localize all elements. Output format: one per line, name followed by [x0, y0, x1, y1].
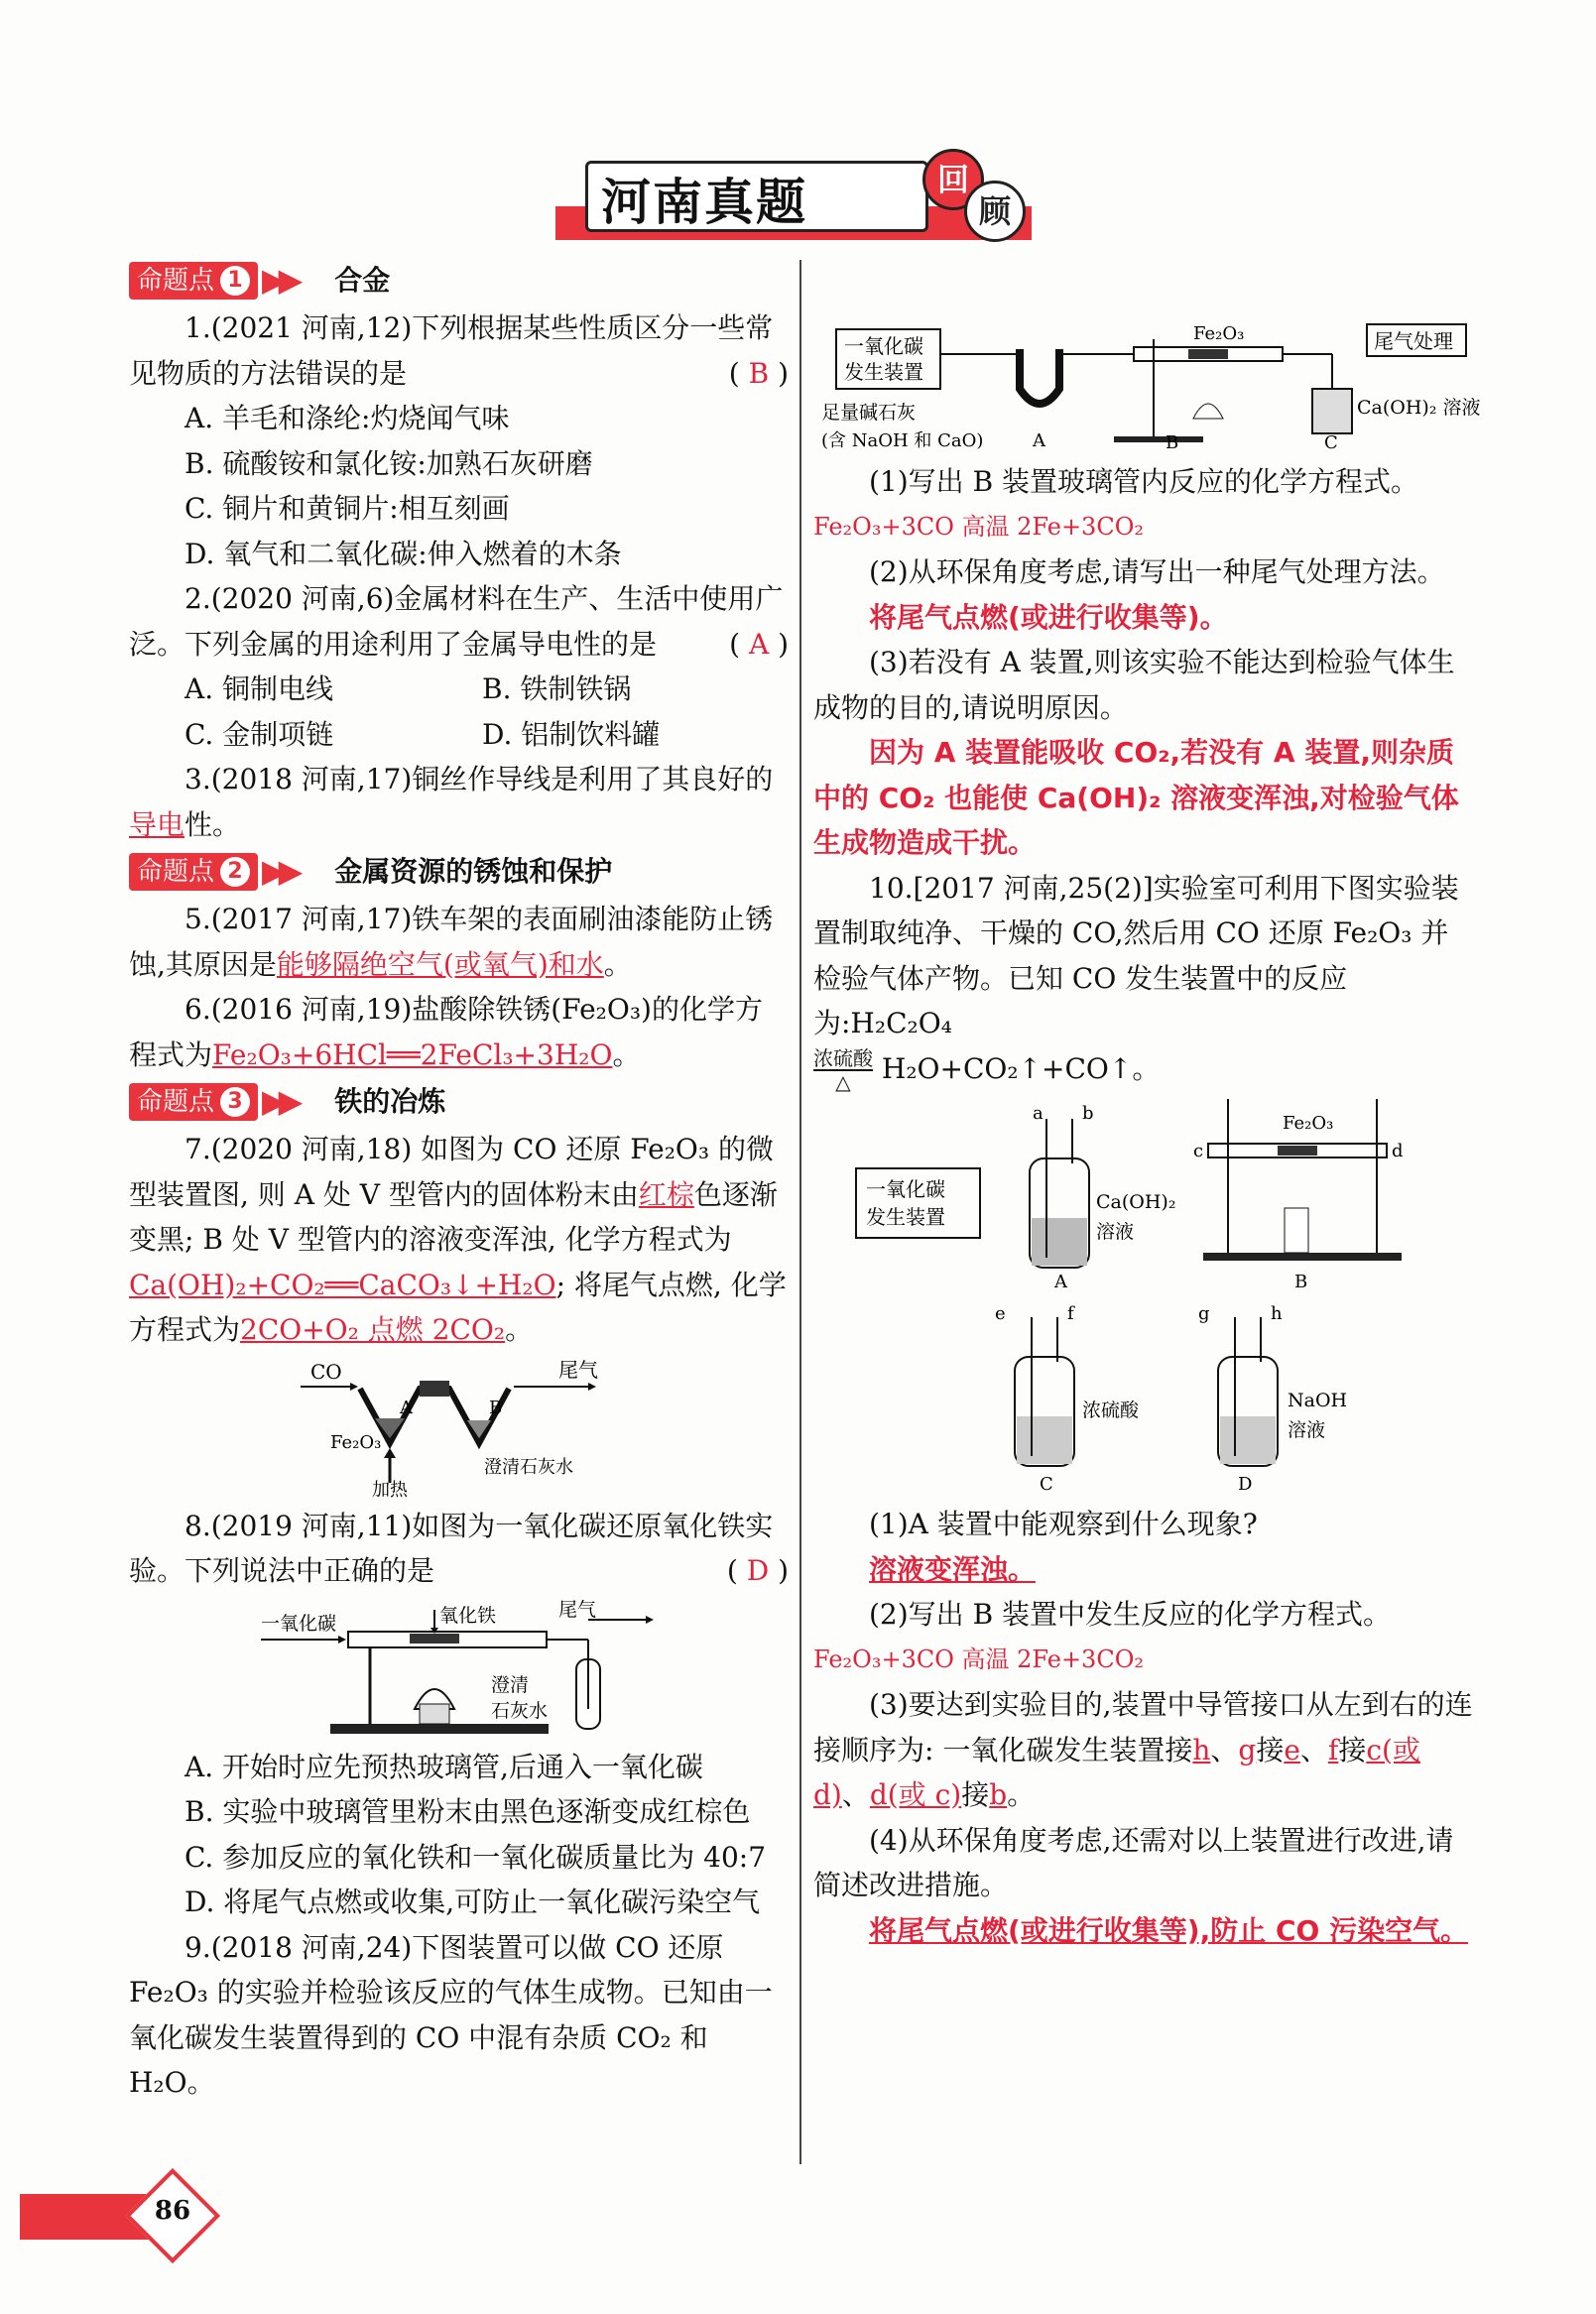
option: C. 铜片和黄铜片:相互刻画 — [184, 492, 510, 525]
question-stem: 10.[2017 河南,25(2)]实验室可利用下图实验装置制取纯净、干燥的 CO,然后用 CO 还原 Fe₂O₃ 并检验气体产物。已知 CO 发生装置中的反应为:H₂C₂O₄ — [813, 871, 1459, 1039]
text: 。 — [505, 1313, 534, 1346]
option: B. 铁制铁锅 — [482, 672, 632, 705]
tag-number: 3 — [220, 1087, 250, 1117]
text: 、 — [841, 1778, 870, 1811]
question-stem: 2.(2020 河南,6)金属材料在生产、生活中使用广泛。下列金属的用途利用了金属导电性的是 — [129, 582, 784, 661]
answer: e — [1284, 1733, 1300, 1766]
sub-question: (4)从环保角度考虑,还需对以上装置进行改进,请简述改进措施。 — [813, 1823, 1454, 1901]
question-2: 2.(2020 河南,6)金属材料在生产、生活中使用广泛。下列金属的用途利用了金属导电性的是 ( A ) — [129, 582, 789, 661]
text: ; 将尾气点燃, 化学方程式为 — [129, 1268, 787, 1346]
tag-label: 命题点 — [137, 857, 215, 887]
condition-top: 浓硫酸 — [813, 1046, 873, 1070]
text: 、 — [1210, 1733, 1239, 1766]
answer: f — [1327, 1733, 1339, 1766]
right-column — [813, 323, 1480, 1953]
option: D. 氧气和二氧化碳:伸入燃着的木条 — [184, 537, 622, 570]
option: D. 铝制饮料罐 — [482, 717, 661, 751]
sub-question: (2)从环保角度考虑,请写出一种尾气处理方法。 — [869, 555, 1445, 588]
sub-question: (3)若没有 A 装置,则该实验不能达到检验气体生成物的目的,请说明原因。 — [813, 646, 1455, 724]
answer: g — [1238, 1733, 1257, 1766]
option: A. 羊毛和涤纶:灼烧闻气味 — [184, 402, 510, 434]
sub-question: (1)A 装置中能观察到什么现象? — [869, 1508, 1258, 1540]
tag-title: 铁的冶炼 — [334, 1085, 446, 1119]
banner-title: 河南真题 — [601, 174, 807, 231]
sub-question-3 — [813, 1682, 1473, 1818]
section-tag-1 — [129, 260, 789, 302]
question-8: 8.(2019 河南,11)如图为一氧化碳还原氧化铁实验。下列说法中正确的是 ( D ) — [129, 1509, 789, 1587]
column-divider — [799, 260, 801, 2164]
answer: D — [746, 1554, 770, 1587]
fig-label: 加热 — [371, 1479, 408, 1501]
question-5 — [129, 897, 789, 987]
answer: Fe₂O₃+6HCl══2FeCl₃+3H₂O — [212, 1037, 613, 1071]
question-10 — [813, 866, 1473, 1046]
question-stem: 6.(2016 河南,19)盐酸除铁锈(Fe₂O₃)的化学方程式为 — [129, 993, 763, 1071]
tag-number: 1 — [220, 266, 250, 296]
fig-label: 发生装置 — [843, 360, 923, 384]
double-arrow-icon: ▶▶ — [262, 852, 296, 891]
fig-label: A — [1032, 430, 1045, 451]
fig-label: 尾气 — [557, 1598, 596, 1621]
answer: b — [989, 1778, 1008, 1811]
fig-label: Fe₂O₃ — [329, 1431, 381, 1453]
answer: 因为 A 装置能吸收 CO₂,若没有 A 装置,则杂质中的 CO₂ 也能使 Ca(OH)₂ 溶液变浑浊,对检验气体生成物造成干扰。 — [813, 736, 1459, 859]
page-footer — [0, 2182, 248, 2252]
question-stem: 8.(2019 河南,11)如图为一氧化碳还原氧化铁实验。下列说法中正确的是 — [129, 1509, 774, 1587]
fig-label: 足量碱石灰 — [820, 402, 916, 424]
fig-label: (含 NaOH 和 CaO) — [820, 430, 983, 451]
answer: 能够隔绝空气(或氧气)和水 — [276, 947, 604, 981]
figure-apparatus-10 — [836, 1099, 1451, 1496]
text: (3)要达到实验目的,装置中导管接口从左到右的连接顺序为: 一氧化碳发生装置接 — [813, 1688, 1473, 1766]
fig-label: 一氧化碳 — [843, 334, 923, 358]
tag-label: 命题点 — [137, 266, 215, 296]
answer: 导电 — [129, 807, 185, 841]
question-3 — [129, 757, 789, 847]
sub-question: (1)写出 B 装置玻璃管内反应的化学方程式。 — [869, 465, 1419, 498]
answer: d(或 c) — [869, 1778, 962, 1811]
answer: Fe₂O₃+3CO 高温 2Fe+3CO₂ — [813, 512, 1144, 541]
fig-label: g — [1197, 1303, 1210, 1324]
question-7 — [129, 1127, 789, 1353]
fig-label: d — [1391, 1141, 1404, 1161]
banner-circle-1: 回 — [922, 149, 984, 210]
fig-label: 石灰水 — [490, 1699, 548, 1722]
option: B. 硫酸铵和氯化铵:加熟石灰研磨 — [184, 446, 593, 480]
text: H₂O+CO₂↑+CO↑。 — [881, 1051, 1161, 1085]
fig-label: 尾气处理 — [1373, 329, 1453, 353]
fig-label: Ca(OH)₂ 溶液 — [1356, 397, 1480, 419]
question-6 — [129, 987, 789, 1077]
figure-apparatus-9 — [816, 319, 1480, 453]
text: 接 — [1338, 1733, 1367, 1766]
section-banner — [555, 149, 1032, 240]
fig-label: C — [1323, 432, 1338, 453]
answer: 将尾气点燃(或进行收集等)。 — [869, 600, 1228, 634]
text: 。 — [612, 1037, 641, 1071]
fig-label: 溶液 — [1095, 1221, 1134, 1243]
fig-label: 尾气 — [557, 1357, 598, 1382]
fig-label: e — [994, 1303, 1006, 1324]
text: 。 — [1007, 1778, 1036, 1811]
tag-title: 金属资源的锈蚀和保护 — [334, 855, 613, 889]
section-tag-3 — [129, 1081, 789, 1123]
text: 、 — [1299, 1733, 1328, 1766]
text: 性。 — [184, 807, 241, 841]
answer: Ca(OH)₂+CO₂══CaCO₃↓+H₂O — [129, 1268, 556, 1301]
option: B. 实验中玻璃管里粉末由黑色逐渐变成红棕色 — [184, 1795, 751, 1828]
fig-label: B — [1293, 1272, 1307, 1292]
fig-label: 一氧化碳 — [260, 1612, 336, 1635]
fig-label: Ca(OH)₂ — [1095, 1191, 1175, 1213]
fig-label: D — [1237, 1474, 1252, 1495]
page-number: 86 — [154, 2196, 191, 2226]
double-arrow-icon: ▶▶ — [262, 261, 296, 300]
fig-label: A — [399, 1397, 413, 1418]
answer: 溶液变浑浊。 — [869, 1552, 1037, 1586]
fig-label: B — [488, 1397, 502, 1418]
answer: Fe₂O₃+3CO 高温 2Fe+3CO₂ — [813, 1644, 1144, 1673]
option: A. 铜制电线 — [184, 672, 334, 705]
banner-circle-2: 顾 — [964, 181, 1026, 242]
text: 接 — [961, 1778, 990, 1811]
question-stem: 7.(2020 河南,18) 如图为 CO 还原 Fe₂O₃ 的微型装置图, 则 A 处 V 型管内的固体粉末由 — [129, 1133, 775, 1211]
reaction-equation — [813, 1046, 1473, 1094]
fig-label: A — [1053, 1272, 1067, 1292]
fig-label: 澄清 — [490, 1673, 529, 1696]
figure-v-tube — [301, 1357, 618, 1501]
sub-question: (2)写出 B 装置中发生反应的化学方程式。 — [869, 1598, 1392, 1631]
text: 色逐渐变黑; B 处 V 型管内的溶液变浑浊, 化学方程式为 — [129, 1177, 778, 1256]
figure-co-reduction — [261, 1600, 658, 1739]
question-9-stem: 9.(2018 河南,24)下图装置可以做 CO 还原 Fe₂O₃ 的实验并检验该反应的气体生成物。已知由一氧化碳发生装置得到的 CO 中混有杂质 CO₂ 和 H₂O。 — [129, 1930, 773, 2099]
question-1: 1.(2021 河南,12)下列根据某些性质区分一些常见物质的方法错误的是 ( B ) — [129, 311, 789, 390]
text: 。 — [603, 947, 632, 981]
answer: h — [1192, 1733, 1211, 1766]
tag-title: 合金 — [334, 264, 391, 298]
left-column — [129, 256, 789, 2099]
answer: B — [748, 356, 770, 390]
fig-label: c — [1192, 1141, 1203, 1161]
fig-label: CO — [309, 1359, 342, 1384]
answer: A — [748, 627, 770, 661]
answer: 将尾气点燃(或进行收集等),防止 CO 污染空气。 — [869, 1913, 1469, 1947]
fig-label: NaOH — [1287, 1390, 1347, 1411]
option: D. 将尾气点燃或收集,可防止一氧化碳污染空气 — [184, 1886, 761, 1918]
fig-label: Fe₂O₃ — [1192, 323, 1244, 344]
fig-label: 澄清石灰水 — [483, 1456, 573, 1478]
fig-label: 氧化铁 — [438, 1604, 496, 1627]
double-arrow-icon: ▶▶ — [262, 1082, 296, 1121]
question-stem: 5.(2017 河南,17)铁车架的表面刷油漆能防止锈蚀,其原因是 — [129, 903, 774, 981]
option: C. 参加反应的氧化铁和一氧化碳质量比为 40:7 — [184, 1840, 767, 1874]
question-stem: 1.(2021 河南,12)下列根据某些性质区分一些常见物质的方法错误的是 — [129, 311, 774, 390]
fig-label: 一氧化碳 — [865, 1177, 945, 1201]
section-tag-2 — [129, 851, 789, 893]
condition-bottom: △ — [835, 1070, 851, 1094]
answer: 2CO+O₂ 点燃 2CO₂ — [240, 1313, 506, 1346]
text: 接 — [1256, 1733, 1285, 1766]
tag-label: 命题点 — [137, 1087, 215, 1117]
fig-label: 浓硫酸 — [1081, 1400, 1139, 1421]
fig-label: Fe₂O₃ — [1282, 1113, 1333, 1134]
option: C. 金制项链 — [184, 717, 334, 751]
fig-label: f — [1066, 1303, 1074, 1324]
fig-label: 溶液 — [1287, 1419, 1325, 1441]
question-stem: 3.(2018 河南,17)铜丝作导线是利用了其良好的 — [184, 763, 774, 795]
fig-label: a — [1032, 1103, 1044, 1124]
answer: 红棕 — [638, 1177, 694, 1211]
option: A. 开始时应先预热玻璃管,后通入一氧化碳 — [184, 1750, 703, 1783]
fig-label: h — [1270, 1303, 1283, 1324]
fig-label: b — [1081, 1103, 1094, 1124]
fig-label: 发生装置 — [865, 1205, 945, 1229]
answer: c(或 d) — [813, 1733, 1420, 1811]
fig-label: C — [1039, 1474, 1053, 1495]
fig-label: B — [1165, 432, 1178, 453]
tag-number: 2 — [220, 857, 250, 887]
